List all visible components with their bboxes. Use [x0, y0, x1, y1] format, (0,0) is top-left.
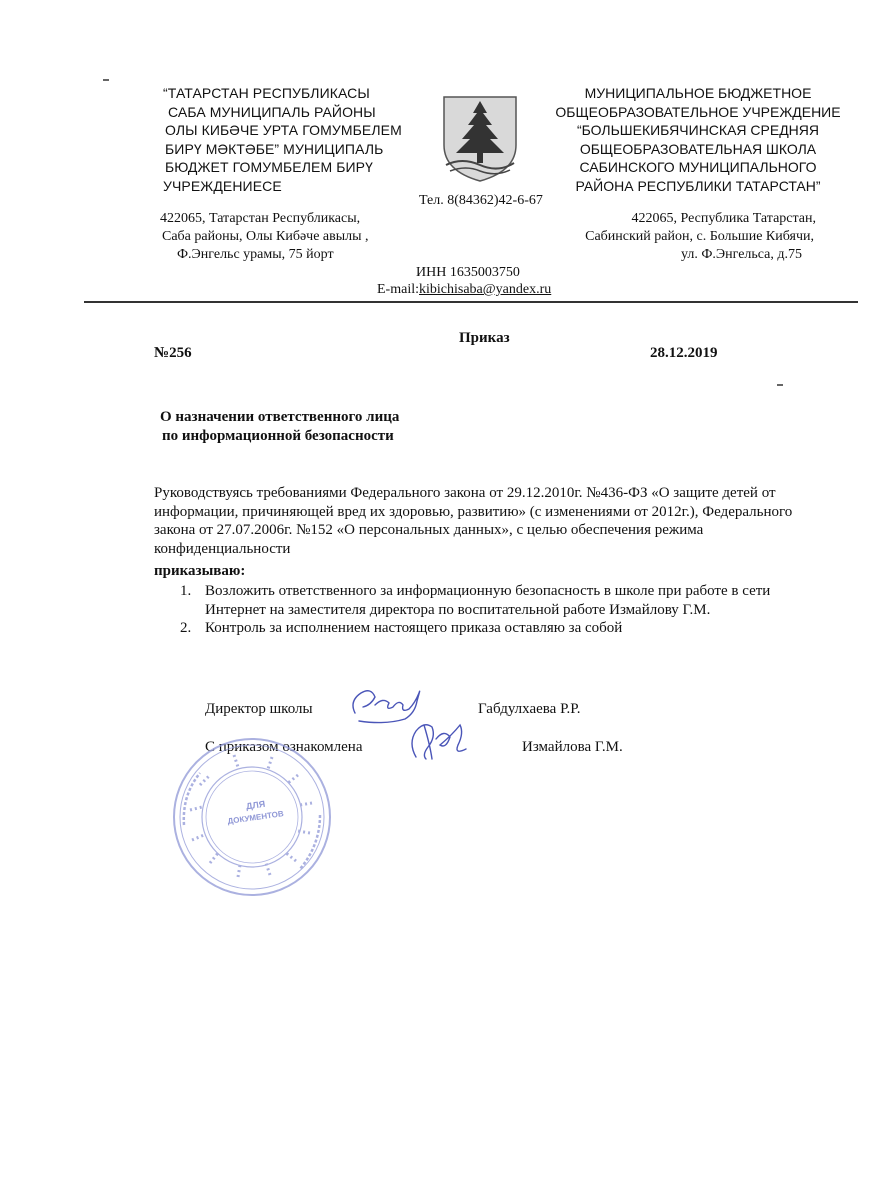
order-subject [160, 408, 399, 446]
header-right-line: ОБЩЕОБРАЗОВАТЕЛЬНАЯ ШКОЛА [579, 140, 817, 157]
list-item-number: 2. [180, 620, 192, 637]
header-right-line: “БОЛЬШЕКИБЯЧИНСКАЯ СРЕДНЯЯ [576, 122, 820, 138]
address-right-line: 422065, Республика Татарстан, [631, 211, 816, 226]
email-prefix: E-mail: [377, 282, 419, 297]
list-item-text: Контроль за исполнением настоящего приказа оставляю за собой [205, 620, 623, 637]
order-body-paragraph: Руководствуясь требованиями Федерального закона от 29.12.2010г. №436-ФЗ «О защите детей от информации, причиняющей вред их здоровью, развитию» (с изменениями от 2012г.), Федерального закона от 27.07.2006г. №152 «О персональных данных», с целью обеспечения режима конфиденциальности [154, 485, 793, 557]
header-right-line: ОБЩЕОБРАЗОВАТЕЛЬНОЕ УЧРЕЖДЕНИЕ [555, 103, 841, 120]
acquainted-label: С приказом ознакомлена [205, 739, 363, 755]
address-left-line: Ф.Энгельс урамы, 75 йорт [177, 247, 334, 262]
header-left-line: УЧРЕЖДЕНИЕСЕ [163, 177, 282, 194]
address-left [160, 210, 369, 264]
header-left-line: БЮДЖЕТ ГОМУМБЕЛЕМ БИРҮ [165, 159, 373, 175]
header-left-line: БИРҮ МӘКТӘБЕ” МУНИЦИПАЛЬ [165, 140, 384, 157]
header-divider [84, 301, 858, 303]
acquainted-signature [402, 715, 482, 765]
header-left-line: ОЛЫ КИБӘЧЕ УРТА ГОМУМБЕЛЕМ [165, 122, 402, 138]
list-item-text: Возложить ответственного за информационную безопасность в школе при работе в сети Интернет на заместителя директора по воспитательной работе Измайлову Г.М. [205, 583, 771, 618]
document-title: Приказ [459, 330, 510, 346]
order-items-list [180, 582, 830, 638]
address-right-line: ул. Ф.Энгельса, д.75 [680, 247, 802, 262]
header-right-line: САБИНСКОГО МУНИЦИПАЛЬНОГО [579, 159, 817, 175]
inn-number: ИНН 1635003750 [416, 265, 520, 280]
list-item [180, 619, 830, 638]
header-left-line: “ТАТАРСТАН РЕСПУБЛИКАСЫ [163, 85, 370, 101]
address-left-line: 422065, Татарстан Республикасы, [160, 211, 361, 226]
scan-speck [103, 79, 109, 81]
order-keyword: приказываю: [154, 563, 246, 579]
list-item-number: 1. [180, 583, 192, 599]
email-line [377, 282, 551, 298]
address-left-line: Саба районы, Олы Кибәче авылы , [162, 229, 369, 244]
header-right-line: МУНИЦИПАЛЬНОЕ БЮДЖЕТНОЕ [584, 85, 812, 101]
header-right-line: РАЙОНА РЕСПУБЛИКИ ТАТАРСТАН” [575, 177, 821, 194]
order-date: 28.12.2019 [650, 345, 718, 361]
list-item [180, 582, 830, 619]
header-right-russian [540, 84, 856, 195]
order-number: №256 [154, 345, 192, 361]
acquainted-name: Измайлова Г.М. [522, 739, 623, 755]
header-left-tatar [163, 84, 402, 195]
coat-of-arms-emblem [440, 93, 520, 183]
address-right-line: Сабинский район, с. Большие Кибячи, [585, 229, 814, 244]
subject-line: по информационной безопасности [162, 428, 394, 444]
stamp-text-bottom: ДОКУМЕНТОВ [227, 809, 285, 826]
address-right [556, 210, 818, 264]
header-left-line: САБА МУНИЦИПАЛЬ РАЙОНЫ [168, 103, 376, 120]
round-seal-stamp [170, 735, 335, 900]
subject-line: О назначении ответственного лица [160, 409, 400, 425]
director-name: Габдулхаева Р.Р. [478, 701, 581, 717]
director-label: Директор школы [205, 701, 313, 717]
stamp-text-top: ДЛЯ [245, 798, 266, 812]
phone-number: Тел. 8(84362)42-6-67 [419, 193, 543, 208]
email-link[interactable]: kibichisaba@yandex.ru [419, 282, 552, 297]
scan-speck [777, 384, 783, 386]
